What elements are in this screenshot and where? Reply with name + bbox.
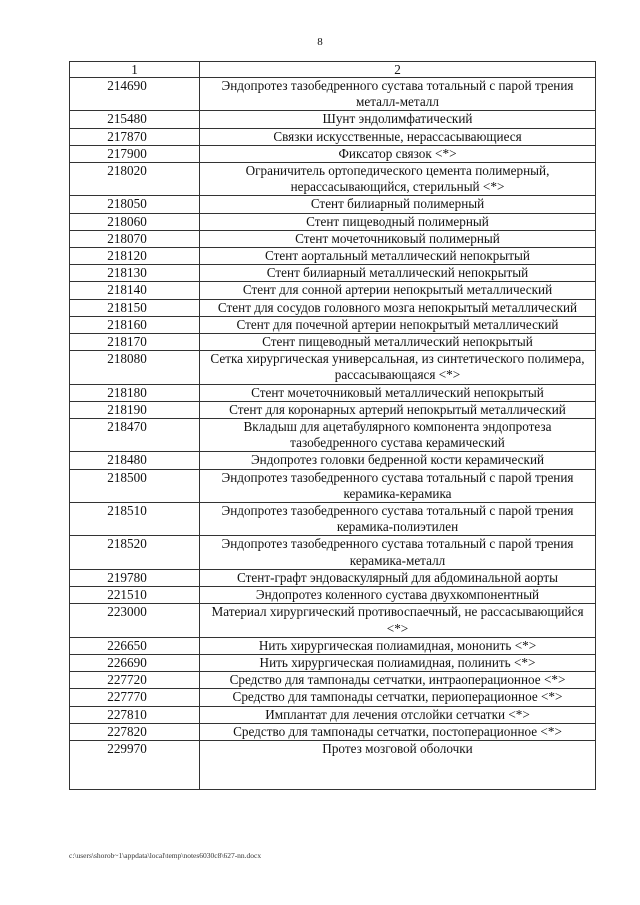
table-row [70, 111, 596, 128]
table-row [70, 213, 596, 230]
row-name: Вкладыш для ацетабулярного компонента эндопротеза тазобедренного сустава керамический [200, 419, 596, 452]
row-name: Средство для тампонады сетчатки, интраоперационное <*> [200, 672, 596, 689]
row-name: Нить хирургическая полиамидная, полинить <*> [200, 654, 596, 671]
table-row [70, 587, 596, 604]
row-code: 218130 [70, 265, 200, 282]
row-code: 227720 [70, 672, 200, 689]
row-name: Шунт эндолимфатический [200, 111, 596, 128]
row-code: 227770 [70, 689, 200, 706]
row-name: Стент билиарный полимерный [200, 196, 596, 213]
row-name: Стент билиарный металлический непокрытый [200, 265, 596, 282]
row-code: 218070 [70, 230, 200, 247]
row-code: 226650 [70, 637, 200, 654]
row-name: Стент пищеводный металлический непокрытый [200, 334, 596, 351]
row-name: Эндопротез тазобедренного сустава тотальный с парой трения металл-металл [200, 78, 596, 111]
row-name: Фиксатор связок <*> [200, 145, 596, 162]
row-name: Нить хирургическая полиамидная, мононить <*> [200, 637, 596, 654]
row-name: Имплантат для лечения отслойки сетчатки <*> [200, 706, 596, 723]
row-code: 218140 [70, 282, 200, 299]
column-header-code: 1 [70, 62, 200, 78]
row-name: Эндопротез тазобедренного сустава тотальный с парой трения керамика-металл [200, 536, 596, 569]
table-row [70, 637, 596, 654]
table-row [70, 452, 596, 469]
row-name: Эндопротез тазобедренного сустава тотальный с парой трения керамика-керамика [200, 469, 596, 502]
footer-file-path: c:\users\shorob~1\appdata\local\temp\notes6030c8\627-nn.docx [69, 851, 262, 860]
table-row [70, 248, 596, 265]
row-name: Стент-графт эндоваскулярный для абдоминальной аорты [200, 569, 596, 586]
row-code: 221510 [70, 587, 200, 604]
row-code: 218510 [70, 503, 200, 536]
table-row [70, 401, 596, 418]
page-number: 8 [317, 36, 323, 48]
table-row [70, 604, 596, 637]
row-code: 218520 [70, 536, 200, 569]
table-row [70, 536, 596, 569]
row-code: 218180 [70, 384, 200, 401]
row-name: Средство для тампонады сетчатки, постоперационное <*> [200, 723, 596, 740]
row-code: 218480 [70, 452, 200, 469]
row-code: 214690 [70, 78, 200, 111]
row-code: 229970 [70, 740, 200, 789]
row-code: 223000 [70, 604, 200, 637]
row-code: 218160 [70, 316, 200, 333]
table-row [70, 351, 596, 384]
table-row [70, 723, 596, 740]
table-row [70, 163, 596, 196]
table-header-row [70, 62, 596, 78]
row-code: 227810 [70, 706, 200, 723]
row-name: Материал хирургический противоспаечный, не рассасывающийся <*> [200, 604, 596, 637]
row-code: 226690 [70, 654, 200, 671]
row-name: Эндопротез коленного сустава двухкомпонентный [200, 587, 596, 604]
row-name: Протез мозговой оболочки [200, 740, 596, 789]
row-name: Эндопротез тазобедренного сустава тотальный с парой трения керамика-полиэтилен [200, 503, 596, 536]
row-code: 217900 [70, 145, 200, 162]
table-row [70, 384, 596, 401]
row-code: 218050 [70, 196, 200, 213]
row-code: 218150 [70, 299, 200, 316]
row-name: Стент пищеводный полимерный [200, 213, 596, 230]
column-header-name: 2 [200, 62, 596, 78]
row-code: 215480 [70, 111, 200, 128]
table-row [70, 316, 596, 333]
row-code: 218120 [70, 248, 200, 265]
row-code: 218500 [70, 469, 200, 502]
row-code: 219780 [70, 569, 200, 586]
row-name: Сетка хирургическая универсальная, из синтетического полимера, рассасывающаяся <*> [200, 351, 596, 384]
table-row [70, 706, 596, 723]
table-row [70, 334, 596, 351]
row-code: 218170 [70, 334, 200, 351]
row-name: Стент для почечной артерии непокрытый металлический [200, 316, 596, 333]
table-row [70, 740, 596, 789]
table-row [70, 265, 596, 282]
row-name: Стент для коронарных артерий непокрытый металлический [200, 401, 596, 418]
table-row [70, 654, 596, 671]
row-name: Стент для сонной артерии непокрытый металлический [200, 282, 596, 299]
row-name: Стент мочеточниковый полимерный [200, 230, 596, 247]
row-code: 218060 [70, 213, 200, 230]
table-row [70, 299, 596, 316]
row-code: 218470 [70, 419, 200, 452]
row-name: Связки искусственные, нерассасывающиеся [200, 128, 596, 145]
row-name: Эндопротез головки бедренной кости керамический [200, 452, 596, 469]
device-code-table [69, 61, 596, 790]
row-code: 227820 [70, 723, 200, 740]
row-name: Стент аортальный металлический непокрытый [200, 248, 596, 265]
row-code: 218080 [70, 351, 200, 384]
table-row [70, 230, 596, 247]
table-row [70, 419, 596, 452]
table-row [70, 672, 596, 689]
row-name: Стент мочеточниковый металлический непокрытый [200, 384, 596, 401]
table-row [70, 128, 596, 145]
row-code: 218020 [70, 163, 200, 196]
row-name: Ограничитель ортопедического цемента полимерный, нерассасывающийся, стерильный <*> [200, 163, 596, 196]
row-name: Стент для сосудов головного мозга непокрытый металлический [200, 299, 596, 316]
table-row [70, 196, 596, 213]
table-row [70, 469, 596, 502]
table-row [70, 569, 596, 586]
row-name: Средство для тампонады сетчатки, периоперационное <*> [200, 689, 596, 706]
table-row [70, 503, 596, 536]
table-row [70, 145, 596, 162]
row-code: 218190 [70, 401, 200, 418]
row-code: 217870 [70, 128, 200, 145]
table-row [70, 78, 596, 111]
table-row [70, 689, 596, 706]
table-row [70, 282, 596, 299]
